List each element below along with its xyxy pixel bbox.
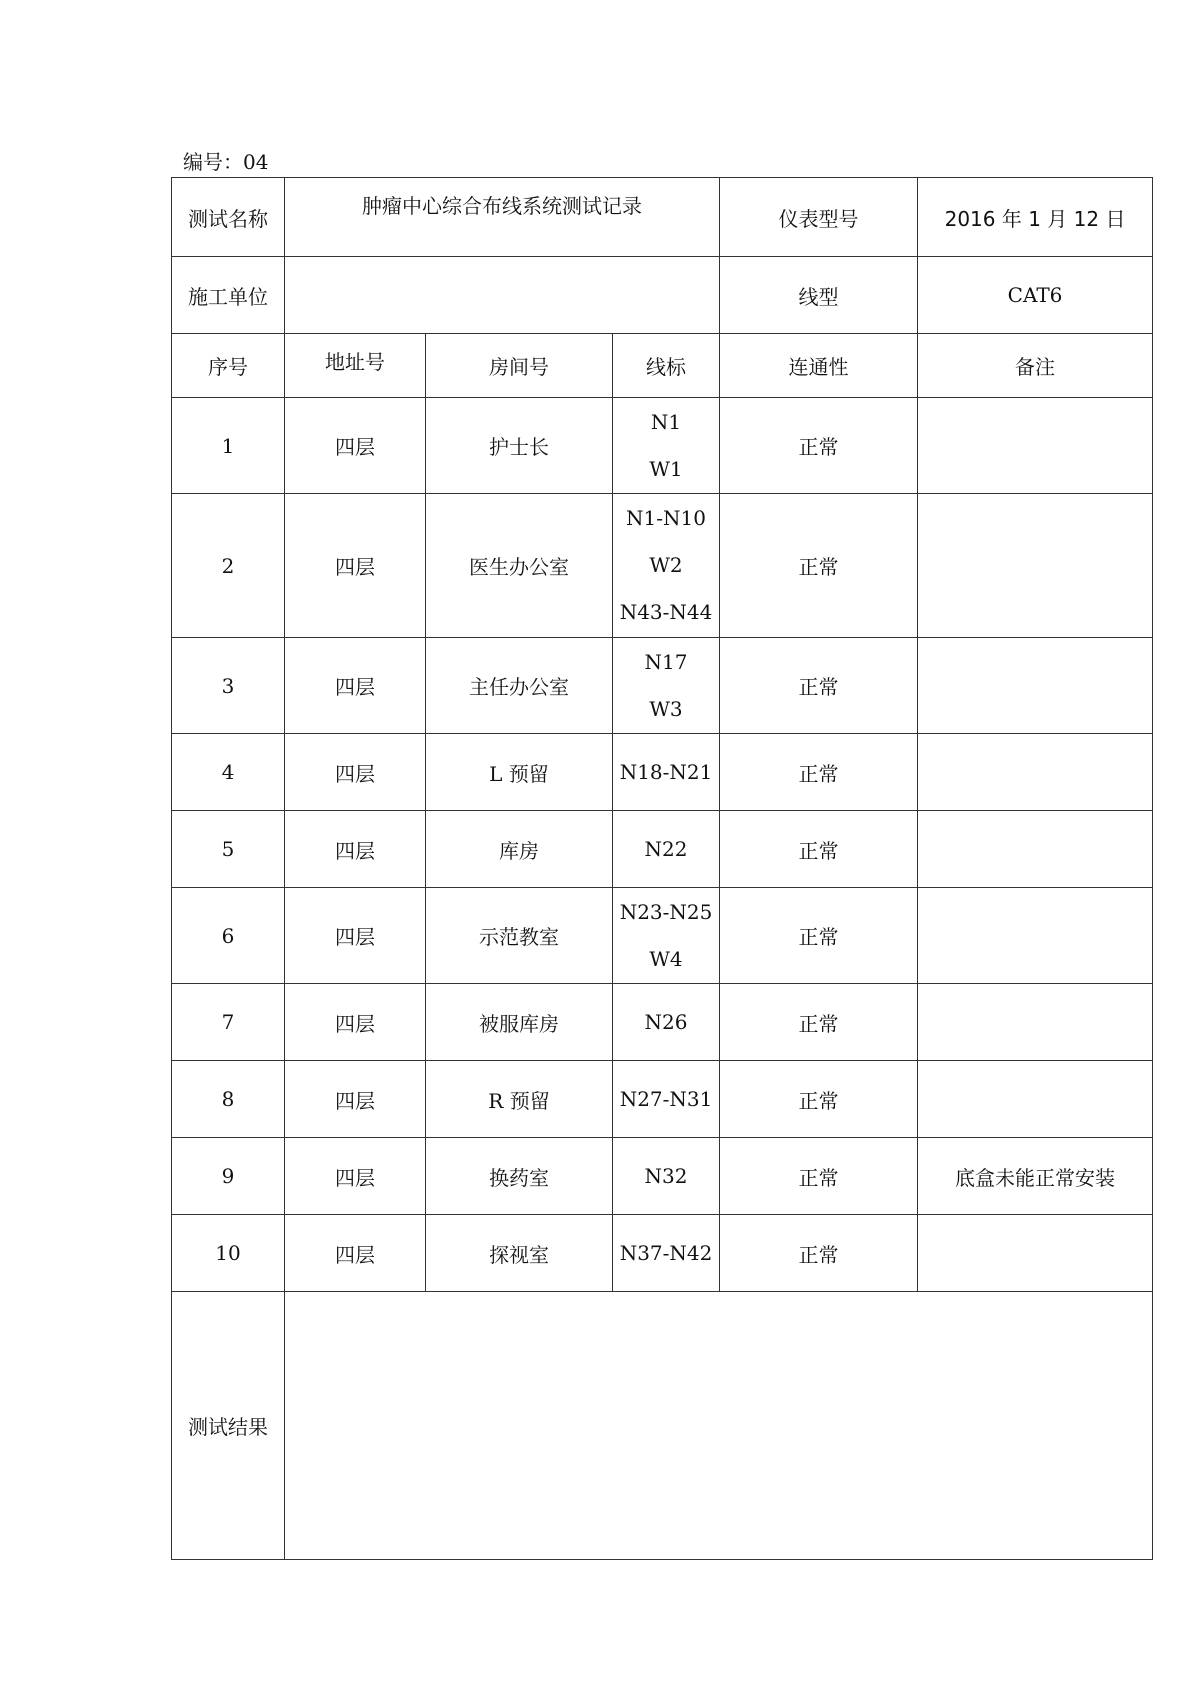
row-number: 7: [172, 984, 285, 1061]
result-value: [285, 1292, 1153, 1560]
test-name-value: 肿瘤中心综合布线系统测试记录: [285, 178, 720, 257]
row-number: 9: [172, 1138, 285, 1215]
row-number: 2: [172, 494, 285, 638]
column-header-marks: 线标: [613, 334, 720, 398]
row-remark: [918, 811, 1153, 888]
table-row: [172, 398, 1153, 494]
table-row: [172, 888, 1153, 984]
row-remark: [918, 734, 1153, 811]
row-marks: [613, 1061, 720, 1138]
row-marks: [613, 1138, 720, 1215]
row-room: L 预留: [426, 734, 613, 811]
row-room: 被服库房: [426, 984, 613, 1061]
test-name-label: 测试名称: [172, 178, 285, 257]
row-number: 10: [172, 1215, 285, 1292]
result-label: 测试结果: [172, 1292, 285, 1560]
table-row: [172, 811, 1153, 888]
row-address: 四层: [285, 398, 426, 494]
cable-mark: W3: [649, 696, 683, 721]
row-address: 四层: [285, 1215, 426, 1292]
row-address: 四层: [285, 494, 426, 638]
row-address: 四层: [285, 811, 426, 888]
table-row: [172, 734, 1153, 811]
row-room: 主任办公室: [426, 638, 613, 734]
header-row-contractor: [172, 257, 1153, 334]
row-remark: [918, 638, 1153, 734]
column-header-row: [172, 334, 1153, 398]
row-marks: [613, 1215, 720, 1292]
column-header-no: 序号: [172, 334, 285, 398]
row-remark: 底盒未能正常安装: [918, 1138, 1153, 1215]
row-room: 换药室: [426, 1138, 613, 1215]
cable-type-value: CAT6: [918, 257, 1153, 334]
row-connectivity: 正常: [720, 398, 918, 494]
row-address: 四层: [285, 1061, 426, 1138]
instrument-value: 2016 年 1 月 12 日: [918, 178, 1153, 257]
row-remark: [918, 398, 1153, 494]
row-connectivity: 正常: [720, 1138, 918, 1215]
row-address: 四层: [285, 638, 426, 734]
row-room: R 预留: [426, 1061, 613, 1138]
document-number: 编号：04: [183, 150, 269, 174]
row-connectivity: 正常: [720, 734, 918, 811]
column-header-room: 房间号: [426, 334, 613, 398]
row-connectivity: 正常: [720, 888, 918, 984]
row-remark: [918, 888, 1153, 984]
cable-mark: W1: [649, 456, 683, 481]
row-remark: [918, 1061, 1153, 1138]
cable-mark: N1: [650, 409, 682, 434]
cable-mark: N23-N25: [619, 899, 713, 924]
row-room: 示范教室: [426, 888, 613, 984]
instrument-label: 仪表型号: [720, 178, 918, 257]
row-remark: [918, 1215, 1153, 1292]
row-marks: [613, 984, 720, 1061]
row-connectivity: 正常: [720, 638, 918, 734]
contractor-label: 施工单位: [172, 257, 285, 334]
table-row: [172, 494, 1153, 638]
table-row: [172, 638, 1153, 734]
cable-type-label: 线型: [720, 257, 918, 334]
table-row: [172, 1215, 1153, 1292]
header-row-test-name: [172, 178, 1153, 257]
row-room: 护士长: [426, 398, 613, 494]
row-marks: [613, 811, 720, 888]
row-number: 4: [172, 734, 285, 811]
row-number: 5: [172, 811, 285, 888]
cable-mark: W4: [649, 946, 683, 971]
row-room: 库房: [426, 811, 613, 888]
cable-mark: N1-N10: [626, 506, 706, 530]
row-marks: [613, 888, 720, 984]
row-connectivity: 正常: [720, 1215, 918, 1292]
column-header-remark: 备注: [918, 334, 1153, 398]
cable-mark: N22: [644, 836, 688, 861]
row-room: 探视室: [426, 1215, 613, 1292]
row-number: 3: [172, 638, 285, 734]
row-address: 四层: [285, 984, 426, 1061]
row-marks: [613, 638, 720, 734]
row-number: 8: [172, 1061, 285, 1138]
row-address: 四层: [285, 1138, 426, 1215]
contractor-value: [285, 257, 720, 334]
row-connectivity: 正常: [720, 811, 918, 888]
row-marks: [613, 398, 720, 494]
row-address: 四层: [285, 734, 426, 811]
result-row: [172, 1292, 1153, 1560]
row-remark: [918, 494, 1153, 638]
cable-mark: W2: [649, 553, 683, 577]
cable-mark: N17: [644, 649, 688, 674]
test-record-table: [171, 177, 1153, 1560]
row-connectivity: 正常: [720, 494, 918, 638]
row-marks: [613, 494, 720, 638]
row-remark: [918, 984, 1153, 1061]
cable-mark: N26: [644, 1009, 688, 1034]
column-header-address: 地址号: [285, 334, 426, 398]
row-connectivity: 正常: [720, 1061, 918, 1138]
table-row: [172, 984, 1153, 1061]
row-number: 6: [172, 888, 285, 984]
table-row: [172, 1061, 1153, 1138]
row-address: 四层: [285, 888, 426, 984]
cable-mark: N43-N44: [619, 600, 713, 624]
row-marks: [613, 734, 720, 811]
cable-mark: N18-N21: [619, 759, 713, 784]
cable-mark: N37-N42: [619, 1240, 713, 1265]
cable-mark: N27-N31: [619, 1086, 713, 1111]
cable-mark: N32: [644, 1163, 688, 1188]
column-header-connectivity: 连通性: [720, 334, 918, 398]
table-row: [172, 1138, 1153, 1215]
row-connectivity: 正常: [720, 984, 918, 1061]
row-room: 医生办公室: [426, 494, 613, 638]
row-number: 1: [172, 398, 285, 494]
